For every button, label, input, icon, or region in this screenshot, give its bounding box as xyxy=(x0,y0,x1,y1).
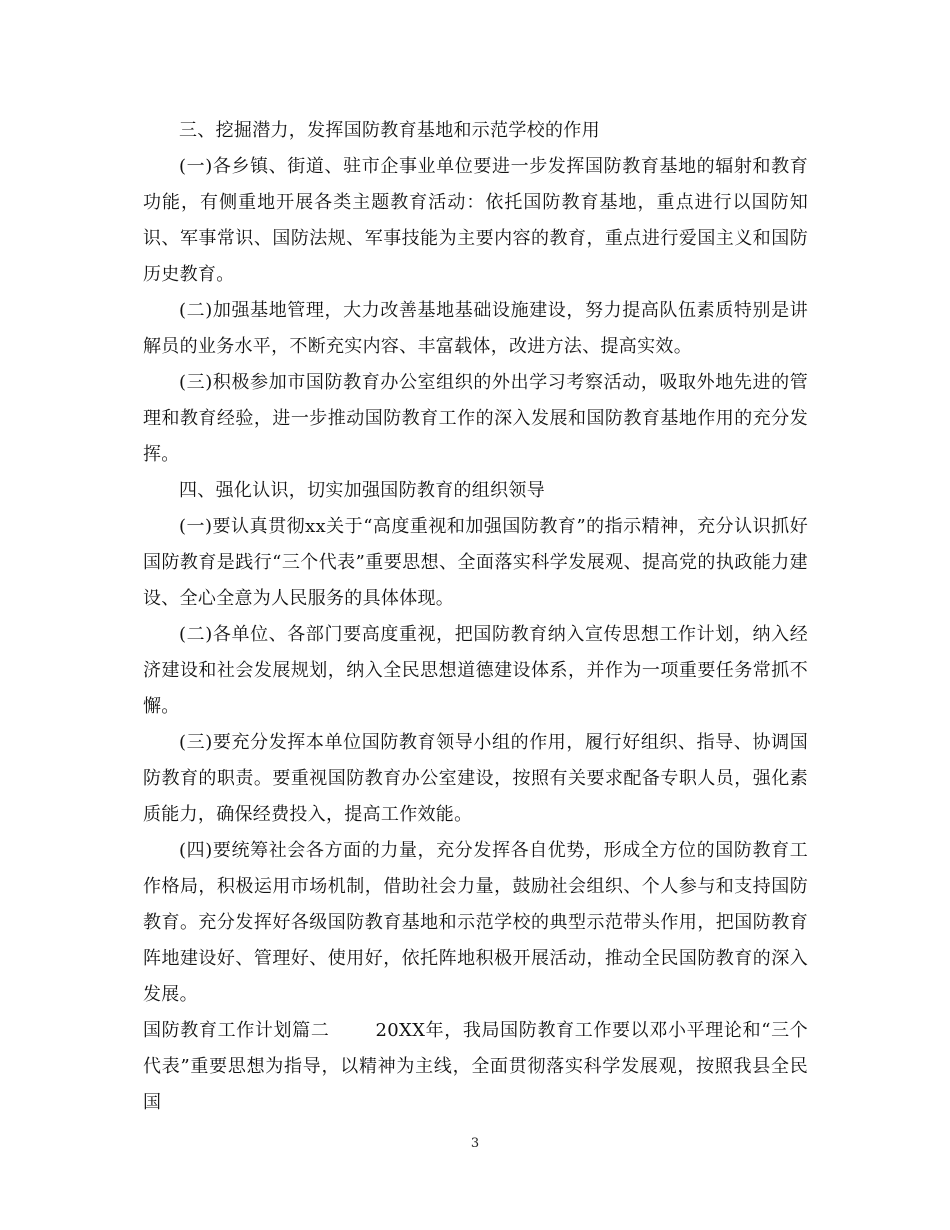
section-heading-4: 四、强化认识，切实加强国防教育的组织领导 xyxy=(179,480,545,501)
paragraph-3-2: (二)加强基地管理，大力改善基地基础设施建设，努力提高队伍素质特别是讲解员的业务水平，不断充实内容、丰富载体，改进方法、提高实效。 xyxy=(143,300,808,357)
section-two-paragraph xyxy=(143,1013,808,1121)
paragraph-4-4: (四)要统筹社会各方面的力量，充分发挥各自优势，形成全方位的国防教育工作格局，积极运用市场机制，借助社会力量，鼓励社会组织、个人参与和支持国防教育。充分发挥好各级国防教育基地和示范学校的典型示范带头作用，把国防教育阵地建设好、管理好、使用好，依托阵地积极开展活动，推动全民国防教育的深入发展。 xyxy=(143,840,808,1005)
section-heading-3: 三、挖掘潜力，发挥国防教育基地和示范学校的作用 xyxy=(179,120,600,141)
paragraph-4-3: (三)要充分发挥本单位国防教育领导小组的作用，履行好组织、指导、协调国防教育的职责。要重视国防教育办公室建设，按照有关要求配备专职人员，强化素质能力，确保经费投入，提高工作效能。 xyxy=(143,732,808,825)
page-number: 3 xyxy=(470,1136,480,1151)
section-two-text: 20XX年，我局国防教育工作要以邓小平理论和“三个代表”重要思想为指导，以精神为主线，全面贯彻落实科学发展观，按照我县全民国 xyxy=(143,1020,809,1113)
paragraph-3-1: (一)各乡镇、街道、驻市企事业单位要进一步发挥国防教育基地的辐射和教育功能，有侧重地开展各类主题教育活动：依托国防教育基地，重点进行以国防知识、军事常识、国防法规、军事技能为主要内容的教育，重点进行爱国主义和国防历史教育。 xyxy=(143,156,808,285)
section-two-title: 国防教育工作计划篇二 xyxy=(143,1020,330,1041)
paragraph-4-1: (一)要认真贯彻xx关于“高度重视和加强国防教育”的指示精神，充分认识抓好国防教育是践行“三个代表”重要思想、全面落实科学发展观、提高党的执政能力建设、全心全意为人民服务的具体体现。 xyxy=(143,516,808,609)
document-body xyxy=(143,113,808,1121)
paragraph-3-3: (三)积极参加市国防教育办公室组织的外出学习考察活动，吸取外地先进的管理和教育经验，进一步推动国防教育工作的深入发展和国防教育基地作用的充分发挥。 xyxy=(143,372,808,465)
paragraph-4-2: (二)各单位、各部门要高度重视，把国防教育纳入宣传思想工作计划，纳入经济建设和社会发展规划，纳入全民思想道德建设体系，并作为一项重要任务常抓不懈。 xyxy=(143,624,808,717)
